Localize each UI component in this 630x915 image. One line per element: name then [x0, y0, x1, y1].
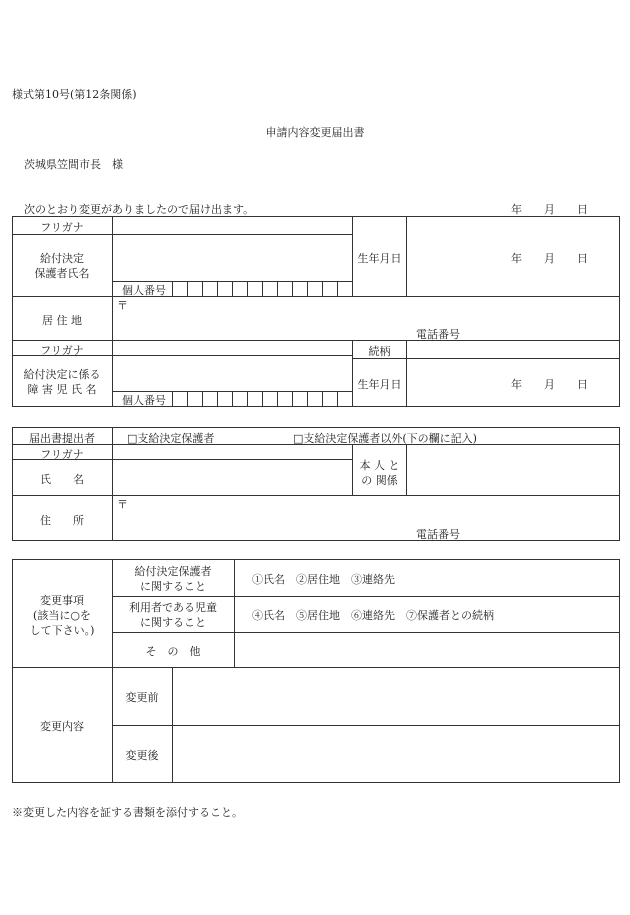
individual-number-label-child: 個人番号 — [122, 394, 166, 407]
guardian-birthdate: 年 月 日 — [511, 252, 588, 265]
relation-label-line2: の 関係 — [361, 474, 398, 487]
furigana-label-child: フリガナ — [40, 344, 84, 357]
option-other[interactable]: □支給決定保護者以外(下の欄に記入) — [293, 432, 477, 445]
furigana-label: フリガナ — [40, 221, 84, 234]
relationship-label: 続柄 — [368, 345, 391, 358]
guardian-label-line2: 保護者氏名 — [34, 267, 90, 280]
child-birthdate: 年 月 日 — [511, 378, 588, 391]
relation-label-line1: 本 人 と — [359, 459, 400, 472]
other-label: そ の 他 — [145, 645, 201, 658]
footnote: ※変更した内容を証する書類を添付すること。 — [12, 806, 243, 819]
form-number: 様式第10号(第12条関係) — [12, 88, 137, 101]
phone-label-submitter: 電話番号 — [416, 528, 460, 541]
form-title: 申請内容変更届出書 — [265, 126, 365, 139]
individual-number-label: 個人番号 — [122, 284, 166, 297]
guardian-label-line1: 給付決定 — [40, 252, 84, 265]
furigana-label-submitter: フリガナ — [40, 448, 84, 461]
guardian-change-options[interactable]: ①氏名 ②居住地 ③連絡先 — [252, 573, 395, 586]
child-category-line2: に関すること — [140, 616, 206, 629]
guardian-category-line2: に関すること — [140, 580, 206, 593]
child-category-line1: 利用者である児童 — [129, 601, 217, 614]
child-change-options[interactable]: ④氏名 ⑤居住地 ⑥連絡先 ⑦保護者との続柄 — [252, 609, 494, 622]
child-label-line2: 障 害 児 氏 名 — [27, 383, 97, 396]
phone-label: 電話番号 — [416, 328, 460, 341]
residence-label: 居 住 地 — [42, 314, 82, 327]
child-label-line1: 給付決定に係る — [23, 368, 101, 381]
after-label: 変更後 — [125, 749, 159, 762]
postal-mark-submitter: 〒 — [117, 498, 128, 511]
option-guardian[interactable]: □支給決定保護者 — [127, 432, 215, 445]
addressee: 茨城県笠間市長 様 — [24, 158, 123, 171]
change-items-line1: 変更事項 — [40, 594, 84, 607]
submission-date: 年 月 日 — [511, 203, 588, 216]
before-label: 変更前 — [125, 691, 159, 704]
birthdate-label-child: 生年月日 — [357, 378, 402, 391]
guardian-category-line1: 給付決定保護者 — [134, 565, 212, 578]
change-items-line2: (該当に○を — [33, 609, 91, 622]
submitter-label: 届出書提出者 — [29, 432, 95, 445]
submitter-name-label: 氏 名 — [40, 473, 84, 486]
submitter-address-label: 住 所 — [40, 514, 84, 527]
birthdate-label: 生年月日 — [357, 252, 402, 265]
change-items-line3: して下さい。) — [29, 624, 95, 637]
change-content-label: 変更内容 — [40, 720, 84, 733]
intro-text: 次のとおり変更がありましたので届け出ます。 — [24, 203, 255, 216]
postal-mark: 〒 — [117, 299, 128, 312]
